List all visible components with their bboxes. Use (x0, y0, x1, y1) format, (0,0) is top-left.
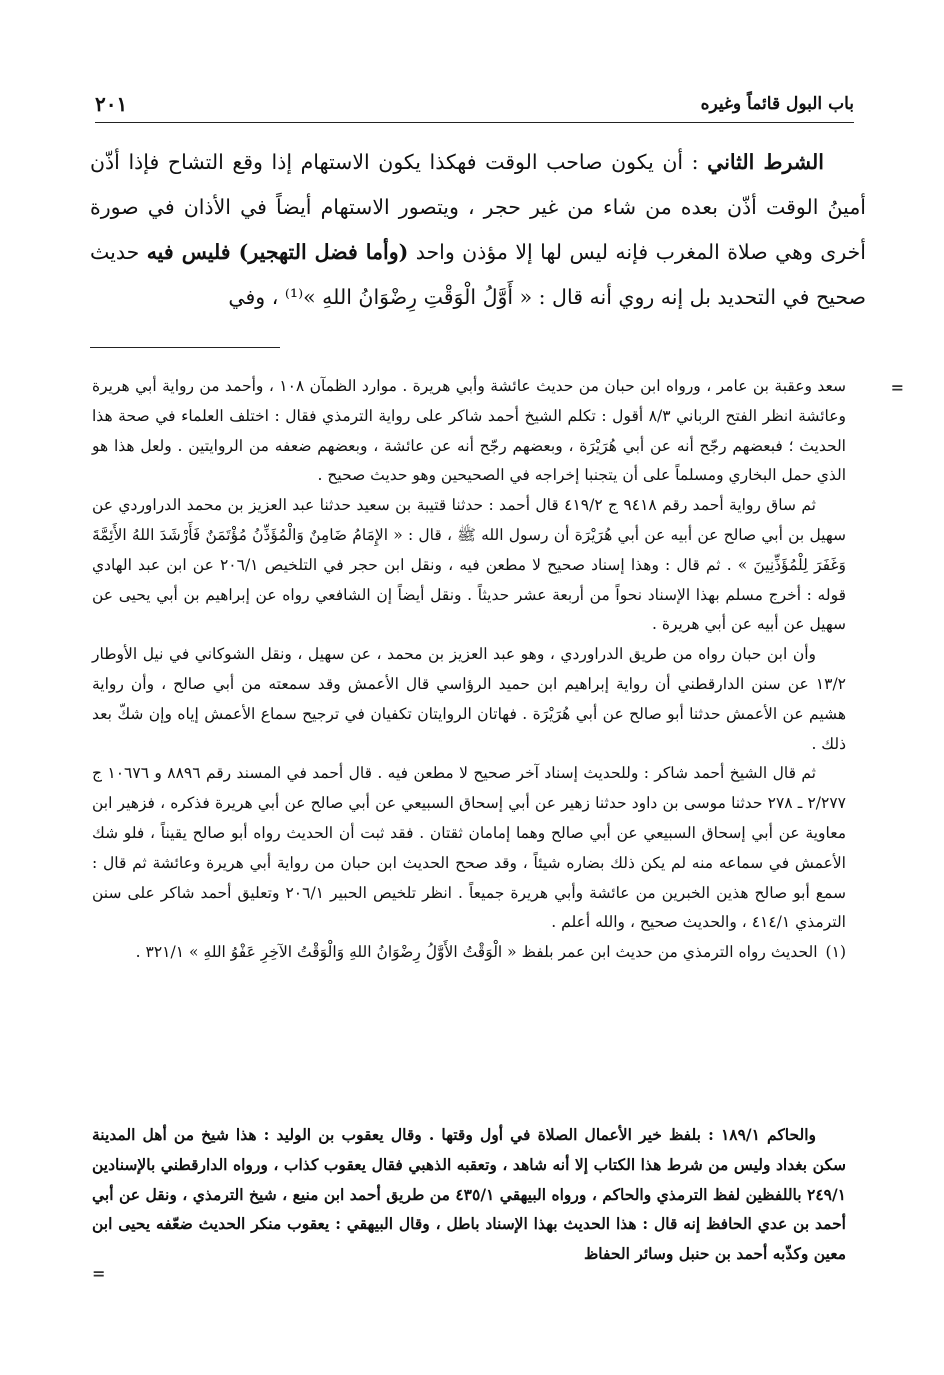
footnote-paragraph: والحاكم ١٨٩/١ : بلفظ خير الأعمال الصلاة في أول وقتها . وقال يعقوب بن الوليد : هذا شيخ من أهل المدينة سكن بغداد وليس من شرط هذا الكتاب إلا أنه شاهد ، وتعقبه الذهبي فقال يعقوب كذاب ، ورواه الدارقطني بالإسنادين ٢٤٩/١ باللفظين لفظ الترمذي والحاكم ، ورواه البيهقي ٤٣٥/١ من طريق أحمد ابن منيع ، شيخ الترمذي ، ونقل عن أبي أحمد بن عدي الحافظ إنه قال : هذا الحديث بهذا الإسناد باطل ، وقال البيهقي : يعقوب منكر الحديث ضعّفه يحيى ابن معين وكذّبه أحمد بن حنبل وسائر الحفاظ (92, 1125, 846, 1264)
footnote-1-text: الحديث رواه الترمذي من حديث ابن عمر بلفظ « الْوَقْتُ الأَوَّلُ رِضْوَانُ اللهِ وَالْوَقْتُ الآخِرِ عَفْوُ اللهِ » ٣٢١/١ . (135, 943, 818, 962)
running-title: باب البول قائماً وغيره (700, 94, 854, 114)
continuation-mark-bottom: = (92, 1264, 106, 1283)
page-header (95, 88, 854, 123)
footnote-separator (90, 347, 280, 348)
footnote-continuation-mark: = (890, 378, 904, 397)
page-number: ٢٠١ (95, 92, 128, 116)
main-paragraph (90, 140, 866, 320)
section-heading-inline: (وأما فضل التهجير) فليس فيه (146, 240, 409, 264)
main-text-body: : أن يكون صاحب الوقت فهكذا يكون الاستهام إذا وقع التشاح فإذا أذّن أمينُ الوقت أذّن بعده من شاء من غير حجر ، ويتصور الاستهام أيضاً في الأذان في صورة أخرى وهي صلاة المغرب فإنه ليس لها إلا مؤذن واحد (90, 150, 866, 264)
footnote-paragraph: سعد وعقبة بن عامر ، ورواه ابن حبان من حديث عائشة وأبي هريرة . موارد الظمآن ١٠٨ ، وأحمد من رواية أبي هريرة وعائشة انظر الفتح الرباني ٨/٣ أقول : تكلم الشيخ أحمد شاكر على رواية الترمذي فقال : اختلف العلماء في صحة هذا الحديث ؛ فبعضهم رجّح أنه عن أبي هُرَيْرَة ، وبعضهم رجّح أنه عن عائشة ، وبعضهم ضعفه من الروايتين . ولعل هذا هو الذي حمل البخاري ومسلماً على أن يتجنبا إخراجه في الصحيحين وهو حديث صحيح . (92, 377, 847, 485)
footnotes (92, 372, 846, 968)
main-text-tail: حديث صحيح في التحديد بل إنه روي أنه قال : « أَوَّلُ الْوَقْتِ رِضْوَانُ اللهِ »⁽¹⁾ ، وفي (90, 240, 866, 309)
footnote-number: (١) (825, 943, 846, 962)
footnote-paragraph: ثم ساق رواية أحمد رقم ٩٤١٨ ج ٤١٩/٢ قال أحمد : حدثنا قتيبة بن سعيد حدثنا عبد العزيز بن محمد الدراوردي عن سهيل بن أبي صالح عن أبيه عن أبي هُرَيْرَة أن رسول الله ﷺ ، قال : « الإِمَامُ ضَامِنٌ وَالْمُؤَذِّنُ مُؤْتَمَنٌ فَأَرْشَدَ اللهُ الأَئِمَّةَ وَغَفَرَ لِلْمُؤَذِّنِينَ » . ثم قال : وهذا إسناد صحيح لا مطعن فيه ، ونقل ابن حجر في التلخيص ٢٠٦/١ عن ابن عبد الهادي قوله : أخرج مسلم بهذا الإسناد نحواً من أربعة عشر حديثاً . ونقل أيضاً إن الشافعي رواه عن إبراهيم بن أبي يحيى عن سهيل عن أبيه عن أبي هريرة . (92, 496, 846, 634)
main-text (90, 140, 866, 320)
footnote-paragraph: ثم قال الشيخ أحمد شاكر : وللحديث إسناد آخر صحيح لا مطعن فيه . قال أحمد في المسند رقم ٨٨٩٦ و ١٠٦٧٦ ج ٢/٢٧٧ ـ ٢٧٨ حدثنا موسى بن داود حدثنا زهير عن أبي إسحاق السبيعي عن أبي صالح عن أبي هريرة فذكره ، فزهير ابن معاوية عن أبي إسحاق السبيعي عن أبي صالح وهما إمامان ثقتان . فقد ثبت أن الحديث رواه أبو صالح يقيناً ، فلو شك الأعمش في سماعه منه لم يكن ذلك بضاره شيئاً ، وقد صحح الحديث ابن حبان من رواية أبي هريرة وعائشة ثم قال : سمع أبو صالح هذين الخبرين من عائشة وأبي هريرة جميعاً . انظر تلخيص الحبير ٢٠٦/١ وتعليق أحمد شاكر على سنن الترمذي ٤١٤/١ ، والحديث صحيح ، والله أعلم . (92, 764, 846, 932)
footnote-1 (92, 938, 846, 968)
footnote-paragraph: وأن ابن حبان رواه من طريق الدراوردي ، وهو عبد العزيز بن محمد ، عن سهيل ، ونقل الشوكاني في نيل الأوطار ١٣/٢ عن سنن الدارقطني أن رواية إبراهيم ابن حميد الرؤاسي قال الأعمش وقد سمعته من أبي صالح ، وأن رواية هشيم عن الأعمش حدثنا أبو صالح عن أبي هُرَيْرَة . فهاتان الروايتان تكفيان في ترجيح سماع الأعمش إياه وإن شكّ بعد ذلك . (92, 645, 846, 753)
footnote-continuation-block (92, 1120, 846, 1269)
condition-label: الشرط الثاني (707, 150, 824, 174)
